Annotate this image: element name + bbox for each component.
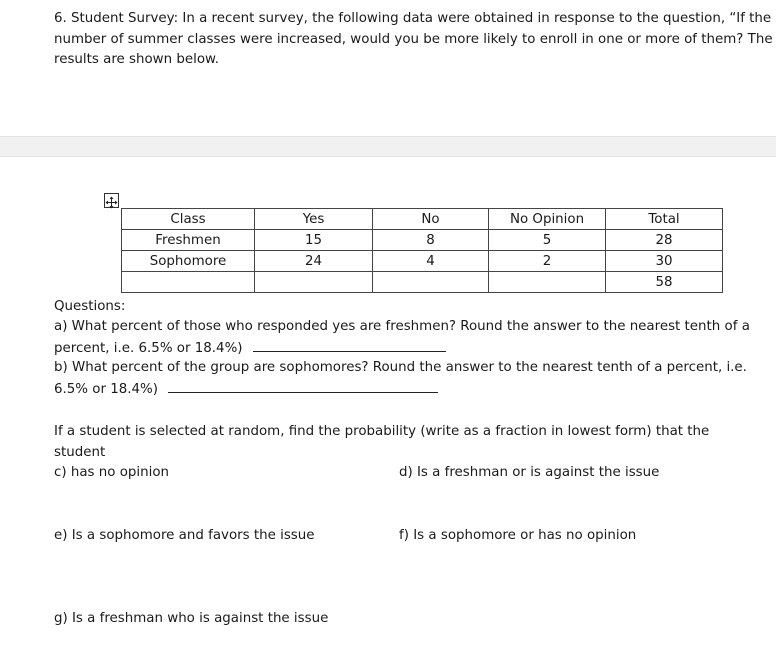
question-a-text: percent, i.e. 6.5% or 18.4%): [54, 341, 243, 356]
intro-line-1: 6. Student Survey: In a recent survey, the following data were obtained in response to the question, “If the: [54, 11, 772, 26]
header-cell: Class: [122, 209, 255, 230]
table-cell: 2: [489, 251, 606, 272]
question-g: g) Is a freshman who is against the issue: [54, 611, 329, 626]
table-cell: [489, 272, 606, 293]
question-c: c) has no opinion: [54, 465, 170, 480]
table-cell: 4: [373, 251, 489, 272]
table-cell: [122, 272, 255, 293]
table-row: [122, 251, 723, 272]
table-cell: 5: [489, 230, 606, 251]
table-cell: 15: [255, 230, 373, 251]
question-a-line-2: [54, 338, 446, 360]
table-cell: 58: [606, 272, 723, 293]
question-d: d) Is a freshman or is against the issue: [399, 465, 660, 480]
table-cell: Sophomore: [122, 251, 255, 272]
answer-blank-a[interactable]: [253, 338, 446, 352]
problem-intro: [54, 9, 773, 71]
table-row: [122, 230, 723, 251]
question-f: f) Is a sophomore or has no opinion: [399, 528, 637, 543]
table-cell: Freshmen: [122, 230, 255, 251]
table-cell: [373, 272, 489, 293]
table-move-handle-icon[interactable]: [104, 193, 119, 208]
header-cell: No: [373, 209, 489, 230]
table-cell: 24: [255, 251, 373, 272]
probability-prompt-line-2: student: [54, 445, 106, 460]
header-cell: No Opinion: [489, 209, 606, 230]
intro-line-2: number of summer classes were increased, would you be more likely to enroll in one or more of them? The: [54, 31, 773, 47]
question-e: e) Is a sophomore and favors the issue: [54, 528, 315, 543]
question-b-line-1: b) What percent of the group are sophomores? Round the answer to the nearest tenth of a percent, i.e.: [54, 360, 747, 375]
question-b-text: 6.5% or 18.4%): [54, 382, 158, 397]
table-cell: 30: [606, 251, 723, 272]
table-cell: 28: [606, 230, 723, 251]
table-cell: 8: [373, 230, 489, 251]
question-b-line-2: [54, 379, 438, 401]
questions-heading: Questions:: [54, 299, 126, 314]
probability-prompt-line-1: If a student is selected at random, find the probability (write as a fraction in lowest form) that the: [54, 424, 710, 439]
survey-table: [121, 208, 723, 293]
page-break-band: [0, 136, 776, 157]
header-cell: Yes: [255, 209, 373, 230]
table-row: [122, 272, 723, 293]
header-cell: Total: [606, 209, 723, 230]
intro-line-3: results are shown below.: [54, 52, 220, 67]
table-cell: [255, 272, 373, 293]
answer-blank-b[interactable]: [168, 379, 438, 393]
question-a-line-1: a) What percent of those who responded yes are freshmen? Round the answer to the nearest tenth of a: [54, 319, 750, 334]
table-header-row: [122, 209, 723, 230]
